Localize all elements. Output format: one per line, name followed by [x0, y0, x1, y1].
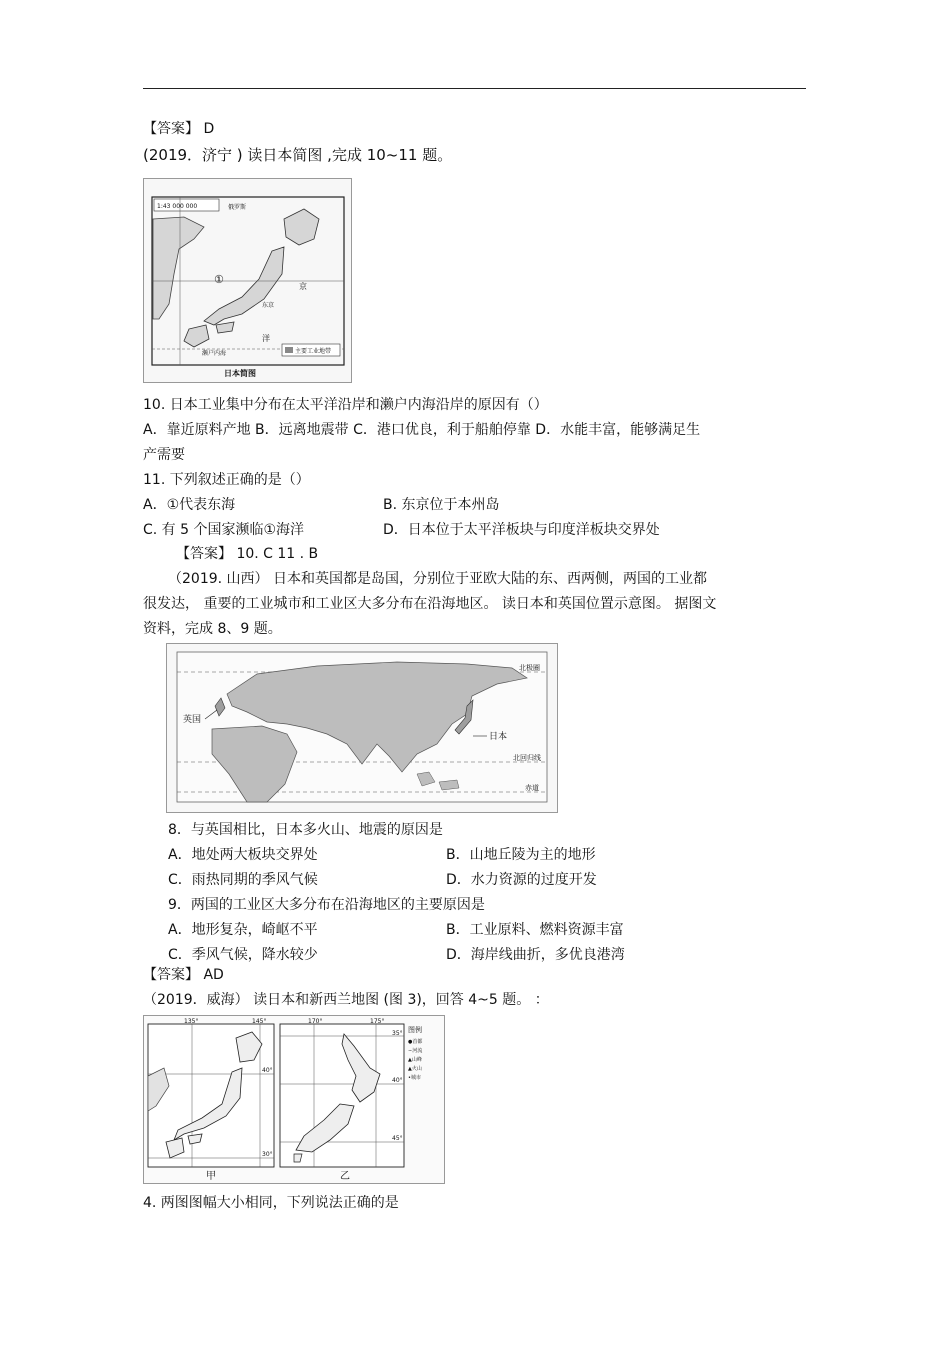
right-map-lat-35: 35° [392, 1030, 403, 1037]
legend-title: 图例 [408, 1026, 422, 1034]
header-rule [143, 88, 806, 89]
japan-map-figure [143, 178, 352, 383]
eurasia-map-figure [166, 643, 558, 813]
label-equator: 赤道 [525, 784, 539, 792]
left-map-lat-30: 30° [262, 1151, 273, 1158]
answer-3: 【答案】 AD [143, 967, 224, 983]
label-jing: 京 [299, 282, 307, 291]
label-tropic-of-cancer: 北回归线 [513, 754, 541, 762]
q11-option-a: A．①代表东海 [143, 497, 236, 513]
left-map-lon-145: 145° [252, 1018, 267, 1025]
q11-option-c: C. 有 5 个国家濒临①海洋 [143, 522, 305, 538]
japan-newzealand-map-figure [143, 1015, 445, 1184]
legend-city: •城市 [408, 1075, 421, 1081]
right-map-lat-40: 40° [392, 1077, 403, 1084]
question-intro-2-line-1: （2019. 山西） 日本和英国都是岛国，分别位于亚欧大陆的东、西两侧，两国的工业都 [168, 571, 707, 587]
map-scale-label: 1:43 000 000 [157, 203, 198, 210]
q9-option-a: A．地形复杂，崎岖不平 [168, 922, 318, 938]
question-intro-2-line-3: 资料，完成 8、9 题。 [143, 621, 282, 637]
q8-option-b: B．山地丘陵为主的地形 [446, 847, 596, 863]
q11-option-d: D．日本位于太平洋板块与印度洋板块交界处 [383, 522, 660, 538]
legend-capital: ●首都 [408, 1039, 423, 1045]
label-ocean: 洋 [262, 334, 270, 343]
right-map-lon-175: 175° [370, 1018, 385, 1025]
label-russia: 俄罗斯 [228, 204, 247, 211]
legend-volcano: ▲火山 [408, 1066, 422, 1072]
answer-2: 【答案】 10. C 11 . B [176, 546, 319, 562]
left-map-lon-135: 135° [184, 1018, 199, 1025]
label-arctic-circle: 北极圈 [519, 664, 540, 672]
label-sea-1: ① [214, 273, 224, 286]
label-seto-inland-sea: 濑户内海 [202, 350, 227, 357]
q4-stem: 4. 两图图幅大小相同，下列说法正确的是 [143, 1195, 399, 1211]
right-map-lon-170: 170° [308, 1018, 323, 1025]
question-intro-1: (2019．济宁 ) 读日本简图 ,完成 10~11 题。 [143, 146, 453, 164]
legend-peak: ▲山峰 [408, 1057, 422, 1063]
q10-options: A．靠近原料产地 B．远离地震带 C．港口优良，利于船舶停靠 D．水能丰富，能够满足生 [143, 422, 701, 438]
q8-option-a: A．地处两大板块交界处 [168, 847, 318, 863]
q9-option-b: B．工业原料、燃料资源丰富 [446, 922, 624, 938]
q11-stem: 11. 下列叙述正确的是（） [143, 472, 310, 488]
label-tokyo: 东京 [262, 302, 275, 309]
caption-jia: 甲 [206, 1171, 216, 1182]
q10-stem: 10. 日本工业集中分布在太平洋沿岸和濑户内海沿岸的原因有（） [143, 397, 548, 413]
left-map-lat-40: 40° [262, 1067, 273, 1074]
answer-1: 【答案】 D [143, 121, 215, 137]
figure-caption-japan-map: 日本简图 [224, 369, 256, 378]
q9-option-c: C．季风气候，降水较少 [168, 947, 318, 963]
legend-river: ∽河流 [408, 1048, 423, 1054]
q10-options-continued: 产需要 [143, 447, 185, 463]
q8-option-d: D．水力资源的过度开发 [446, 872, 597, 888]
question-intro-2-line-2: 很发达， 重要的工业城市和工业区大多分布在沿海地区。 读日本和英国位置示意图。 据图文 [143, 596, 717, 612]
q9-stem: 9．两国的工业区大多分布在沿海地区的主要原因是 [168, 897, 485, 913]
q11-option-b: B. 东京位于本州岛 [383, 497, 500, 513]
legend-industrial-zone: 主要工业地带 [295, 348, 332, 355]
caption-yi: 乙 [340, 1171, 350, 1182]
label-japan: 日本 [489, 732, 508, 742]
q8-stem: 8．与英国相比，日本多火山、地震的原因是 [168, 822, 443, 838]
right-map-lat-45: 45° [392, 1135, 403, 1142]
q9-option-d: D．海岸线曲折，多优良港湾 [446, 947, 625, 963]
label-britain: 英国 [183, 715, 202, 725]
question-intro-3: （2019．威海） 读日本和新西兰地图 (图 3)，回答 4~5 题。 ： [143, 992, 549, 1008]
q8-option-c: C．雨热同期的季风气候 [168, 872, 318, 888]
